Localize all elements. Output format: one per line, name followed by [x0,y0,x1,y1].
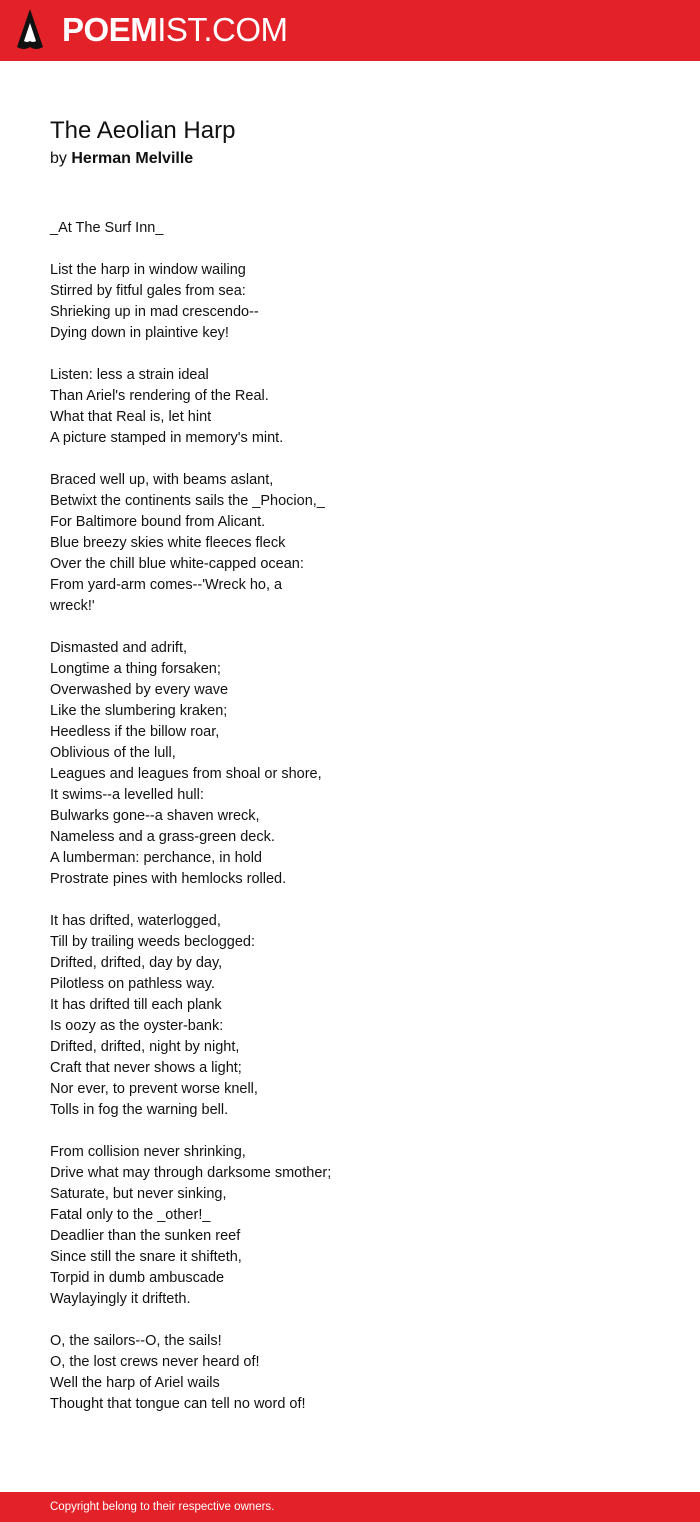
poem-line: A lumberman: perchance, in hold [50,850,262,866]
poem-line: It swims--a levelled hull: [50,787,204,803]
site-footer [0,1492,700,1522]
poem-stanza [50,638,650,890]
poem-line: From yard-arm comes--'Wreck ho, a [50,577,283,593]
poem-line: Braced well up, with beams aslant, [50,472,274,488]
poem-line: List the harp in window wailing [50,262,246,278]
poem-line: Overwashed by every wave [50,682,229,698]
copyright-text: Copyright belong to their respective owners. [50,1501,275,1513]
poem-line: Nor ever, to prevent worse knell, [50,1081,258,1097]
pencil-tip-icon[interactable] [17,9,43,51]
poem-line: Drifted, drifted, night by night, [50,1039,240,1055]
poem-line: wreck!' [50,598,95,614]
poem-line: Heedless if the billow roar, [50,724,220,740]
poem-line: _At The Surf Inn_ [50,220,164,236]
poem-line: Betwixt the continents sails the _Phocion,_ [50,493,325,509]
poem-line: What that Real is, let hint [50,409,212,425]
poem-line: Torpid in dumb ambuscade [50,1270,225,1286]
poem-line: Till by trailing weeds beclogged: [50,934,255,950]
poem-line: Is oozy as the oyster-bank: [50,1018,224,1034]
poem-line: Drive what may through darksome smother; [50,1165,332,1181]
site-header [0,0,700,61]
poem-line: Shrieking up in mad crescendo-- [50,304,259,320]
poem-line: Listen: less a strain ideal [50,367,209,383]
poem-stanza [50,911,650,1121]
poem-line: Dismasted and adrift, [50,640,188,656]
poem-title: The Aeolian Harp [50,117,236,144]
poem-line: Drifted, drifted, day by day, [50,955,223,971]
poem-line: Thought that tongue can tell no word of! [50,1396,306,1412]
poem-line: Saturate, but never sinking, [50,1186,227,1202]
poem-line: Deadlier than the sunken reef [50,1228,241,1244]
poem-line: Since still the snare it shifteth, [50,1249,242,1265]
poem-line: Tolls in fog the warning bell. [50,1102,229,1118]
logo-bold-text: POEM [62,11,158,48]
poem-stanza [50,218,650,239]
poem-line: Blue breezy skies white fleeces fleck [50,535,286,551]
poem-line: Fatal only to the _other!_ [50,1207,211,1223]
poem-line: Dying down in plaintive key! [50,325,229,341]
poem-line: A picture stamped in memory's mint. [50,430,284,446]
poem-line: Waylayingly it drifteth. [50,1291,191,1307]
byline [50,148,193,170]
logo-thin-text: IST.COM [157,11,288,48]
poem-line: O, the lost crews never heard of! [50,1354,260,1370]
poem-line: It has drifted, waterlogged, [50,913,221,929]
poem-stanza [50,1331,650,1415]
poem-line: Over the chill blue white-capped ocean: [50,556,304,572]
poem-stanza [50,365,650,449]
poem-body [50,218,650,1436]
poem-line: Pilotless on pathless way. [50,976,215,992]
poem-line: Bulwarks gone--a shaven wreck, [50,808,260,824]
poem-line: Longtime a thing forsaken; [50,661,221,677]
by-label: by [50,150,67,167]
poem-line: Stirred by fitful gales from sea: [50,283,246,299]
poem-stanza [50,470,650,617]
poem-stanza [50,260,650,344]
poem-line: Than Ariel's rendering of the Real. [50,388,269,404]
site-logo[interactable] [62,12,288,48]
poem-line: It has drifted till each plank [50,997,222,1013]
poem-line: Leagues and leagues from shoal or shore, [50,766,322,782]
author-name[interactable]: Herman Melville [71,150,194,167]
poem-line: Oblivious of the lull, [50,745,176,761]
poem-line: Like the slumbering kraken; [50,703,228,719]
poem-line: For Baltimore bound from Alicant. [50,514,266,530]
poem-line: Prostrate pines with hemlocks rolled. [50,871,287,887]
poem-stanza [50,1142,650,1310]
poem-line: Well the harp of Ariel wails [50,1375,220,1391]
poem-line: From collision never shrinking, [50,1144,246,1160]
poem-line: Craft that never shows a light; [50,1060,242,1076]
poem-line: O, the sailors--O, the sails! [50,1333,222,1349]
poem-line: Nameless and a grass-green deck. [50,829,275,845]
